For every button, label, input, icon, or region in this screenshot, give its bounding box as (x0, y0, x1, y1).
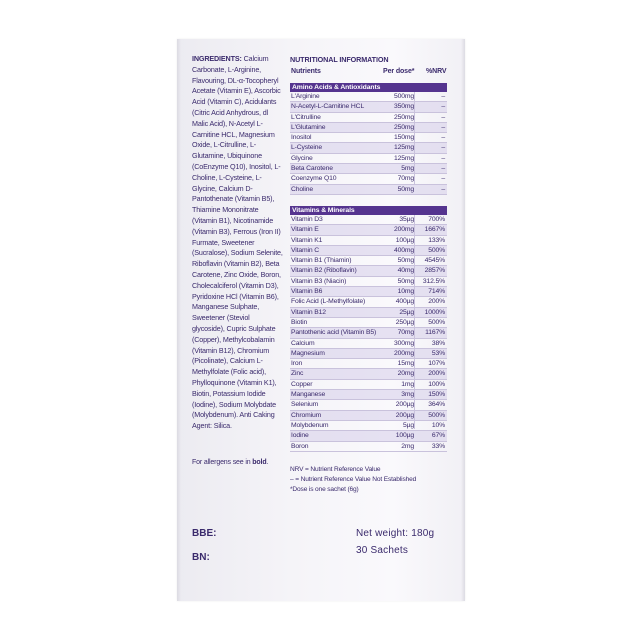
table-row (290, 143, 447, 153)
nutrient-name: N-Acetyl-L-Carnitine HCL (291, 103, 365, 111)
vitamins-section-header: Vitamins & Minerals (290, 206, 447, 215)
nutrient-name: Boron (291, 442, 309, 450)
nutrient-name: Vitamin D3 (291, 216, 323, 223)
dose-value: 2mg (401, 442, 414, 450)
column-divider (414, 92, 415, 185)
nutrient-name: Vitamin B1 (Thiamin) (291, 257, 352, 265)
table-row (290, 185, 447, 195)
nrv-value: 312.5% (422, 277, 445, 285)
nrv-value: 4545% (424, 257, 445, 265)
nutrient-name: Vitamin B6 (291, 288, 323, 296)
nutrient-name: L'Citrulline (291, 113, 321, 121)
dose-value: 125mg (393, 154, 414, 162)
table-row (290, 164, 447, 174)
panel-right-edge (461, 39, 465, 601)
table-row (290, 442, 447, 452)
dose-value: 5µg (402, 421, 414, 429)
nrv-value: – (441, 185, 445, 193)
table-row (290, 266, 447, 276)
dose-value: 70mg (397, 329, 414, 337)
nrv-value: 200% (428, 370, 445, 378)
column-header-dose: Per dose* (383, 68, 415, 75)
table-row (290, 225, 447, 235)
nutrient-name: Biotin (291, 318, 308, 326)
nutrient-name: Vitamin B12 (291, 308, 326, 316)
nrv-value: 100% (428, 380, 445, 388)
allergens-note (192, 458, 284, 467)
dose-value: 250mg (393, 123, 414, 131)
dose-value: 100µg (395, 432, 414, 440)
column-divider (414, 215, 415, 429)
nrv-value: 364% (428, 401, 445, 409)
table-row (290, 236, 447, 246)
table-row (290, 359, 447, 369)
nutrient-name: Selenium (291, 401, 319, 409)
dose-value: 70mg (397, 175, 414, 183)
allergens-suffix: . (266, 459, 269, 466)
allergens-bold: bold (252, 459, 267, 466)
nrv-value: 700% (428, 216, 445, 223)
nutrient-name: Magnesium (291, 349, 325, 357)
nrv-value: 1667% (424, 226, 445, 234)
nrv-value: – (441, 134, 445, 142)
dose-value: 500mg (393, 93, 414, 100)
nutrient-name: Pantothenic acid (Vitamin B5) (291, 329, 377, 337)
nutrient-name: Molybdenum (291, 421, 329, 429)
table-row (290, 256, 447, 266)
nutrient-name: Choline (291, 185, 313, 193)
ingredients-label: INGREDIENTS: (192, 54, 242, 63)
nrv-value: 2857% (424, 267, 445, 275)
dose-value: 250µg (395, 318, 414, 326)
nutrient-name: Vitamin B3 (Niacin) (291, 277, 347, 285)
nrv-value: 67% (431, 432, 445, 440)
column-header-nutrients: Nutrients (291, 68, 321, 75)
nutrient-name: L-Cysteine (291, 144, 322, 152)
nrv-value: 107% (428, 360, 445, 368)
nutrient-name: Manganese (291, 391, 326, 399)
nrv-value: – (441, 123, 445, 131)
dose-value: 50mg (397, 185, 414, 193)
nrv-value: 33% (431, 442, 445, 450)
amino-acids-table (290, 92, 447, 195)
nrv-value: – (441, 93, 445, 100)
note-dose: *Dose is one sachet (6g) (290, 486, 359, 493)
dose-value: 40mg (397, 267, 414, 275)
nutrient-name: Inositol (291, 134, 312, 142)
dose-value: 200mg (393, 349, 414, 357)
table-row (290, 421, 447, 431)
dose-value: 200µg (395, 411, 414, 419)
table-row (290, 113, 447, 123)
net-weight: Net weight: 180g (356, 528, 435, 539)
nutrient-name: Copper (291, 380, 313, 388)
dose-value: 400µg (395, 298, 414, 306)
nrv-value: – (441, 113, 445, 121)
table-row (290, 133, 447, 143)
nrv-value: – (441, 165, 445, 173)
dose-value: 200mg (393, 226, 414, 234)
nutrient-name: L'Arginine (291, 93, 320, 100)
dose-value: 3mg (401, 391, 414, 399)
table-row (290, 287, 447, 297)
nrv-value: 714% (428, 288, 445, 296)
nutrient-name: Calcium (291, 339, 315, 347)
dose-value: 100µg (395, 236, 414, 244)
dose-value: 10mg (397, 288, 414, 296)
nrv-value: – (441, 103, 445, 111)
nutrient-name: Vitamin B2 (Riboflavin) (291, 267, 357, 275)
table-row (290, 92, 447, 102)
table-row (290, 246, 447, 256)
nrv-value: 10% (431, 421, 445, 429)
dose-value: 150mg (393, 134, 414, 142)
table-row (290, 308, 447, 318)
dose-value: 350mg (393, 103, 414, 111)
dose-value: 15mg (397, 360, 414, 368)
nutrient-name: Folic Acid (L-Methylfolate) (291, 298, 366, 306)
ingredients-block (192, 54, 284, 432)
dose-value: 35µg (399, 216, 414, 223)
sachet-count: 30 Sachets (356, 545, 409, 556)
nutrient-name: L'Glutamine (291, 123, 326, 131)
nrv-value: 38% (431, 339, 445, 347)
table-row (290, 411, 447, 421)
nrv-value: 150% (428, 391, 445, 399)
note-dash: – = Nutrient Reference Value Not Established (290, 476, 417, 483)
nutrition-notes (290, 465, 416, 495)
dose-value: 200µg (395, 401, 414, 409)
nutrient-name: Vitamin E (291, 226, 319, 234)
dose-value: 50mg (397, 257, 414, 265)
nrv-value: 500% (428, 411, 445, 419)
nutrient-name: Zinc (291, 370, 304, 378)
bbe-label: BBE: (192, 528, 217, 539)
table-row (290, 369, 447, 379)
dose-value: 125mg (393, 144, 414, 152)
nrv-value: 133% (428, 236, 445, 244)
nutrient-name: Vitamin C (291, 246, 319, 254)
nrv-value: 500% (428, 318, 445, 326)
nutrient-name: Glycine (291, 154, 313, 162)
table-row (290, 174, 447, 184)
allergens-prefix: For allergens see in (192, 459, 253, 466)
nutrient-name: Iron (291, 360, 303, 368)
table-row (290, 380, 447, 390)
dose-value: 250mg (393, 113, 414, 121)
note-nrv: NRV = Nutrient Reference Value (290, 466, 381, 473)
nutrient-name: Beta Carotene (291, 165, 333, 173)
dose-value: 400mg (393, 246, 414, 254)
dose-value: 5mg (401, 165, 414, 173)
amino-section-header: Amino Acids & Antioxidants (290, 83, 447, 92)
nrv-value: 500% (428, 246, 445, 254)
table-row (290, 102, 447, 112)
vitamins-minerals-table (290, 215, 447, 452)
table-row (290, 297, 447, 307)
nrv-value: – (441, 154, 445, 162)
bn-label: BN: (192, 552, 210, 563)
table-row (290, 339, 447, 349)
nutrition-title: NUTRITIONAL INFORMATION (290, 55, 389, 64)
nrv-value: – (441, 144, 445, 152)
dose-value: 25µg (399, 308, 414, 316)
dose-value: 300mg (393, 339, 414, 347)
table-row (290, 400, 447, 410)
table-row (290, 215, 447, 225)
table-row (290, 318, 447, 328)
column-header-nrv: %NRV (426, 68, 447, 75)
nutrient-name: Vitamin K1 (291, 236, 323, 244)
nrv-value: 1000% (424, 308, 445, 316)
table-row (290, 349, 447, 359)
panel-left-edge (177, 39, 181, 601)
table-row (290, 328, 447, 338)
nutrient-name: Iodine (291, 432, 309, 440)
nutrient-name: Chromium (291, 411, 322, 419)
dose-value: 1mg (401, 380, 414, 388)
dose-value: 50mg (397, 277, 414, 285)
table-row (290, 277, 447, 287)
nrv-value: 1167% (425, 329, 445, 337)
dose-value: 20mg (397, 370, 414, 378)
table-row (290, 123, 447, 133)
nrv-value: – (441, 175, 445, 183)
table-row (290, 390, 447, 400)
nrv-value: 200% (428, 298, 445, 306)
ingredients-text: Calcium Carbonate, L-Arginine, Flavouring, DL-α-Tocopheryl Acetate (Vitamin E), Ascorbic Acid (Vitamin C), Acidulants (Citric Acid Anhydrous, dl Malic Acid), N-Acetyl L-Carnitine HCL, Magnesium Oxide, L-Citrulline, L-Glutamine, Ubiquinone (CoEnzyme Q10), Inositol, L-Choline, L-Cysteine, L-Glycine, Calcium D-Pantothenate (Vitamin B5), Thiamine Mononitrate (Vitamin B1), Nicotinamide (Vitamin B3), Ferrous (Iron II) Furmate, Sweetener (Sucralose), Sodium Selenite, Riboflavin (Vitamin B2), Beta Carotene, Zinc Oxide, Boron, Cholecalciferol (Vitamin D3), Pyridoxine HCl (Vitamin B6), Manganese Sulphate, Sweetener (Steviol glycoside), Cupric Sulphate (Copper), Methylcobalamin (Vitamin B12), Chromium (Picolinate), Calcium L-Methylfolate (Folic acid), Phylloquinone (Vitamin K1), Biotin, Potassium Iodide (Iodine), Sodium Molybdate (Molybdenum). Anti Caking Agent: Silica. (192, 54, 283, 431)
table-row (290, 154, 447, 164)
nrv-value: 53% (431, 349, 445, 357)
table-row (290, 431, 447, 441)
nutrient-name: Coenzyme Q10 (291, 175, 337, 183)
